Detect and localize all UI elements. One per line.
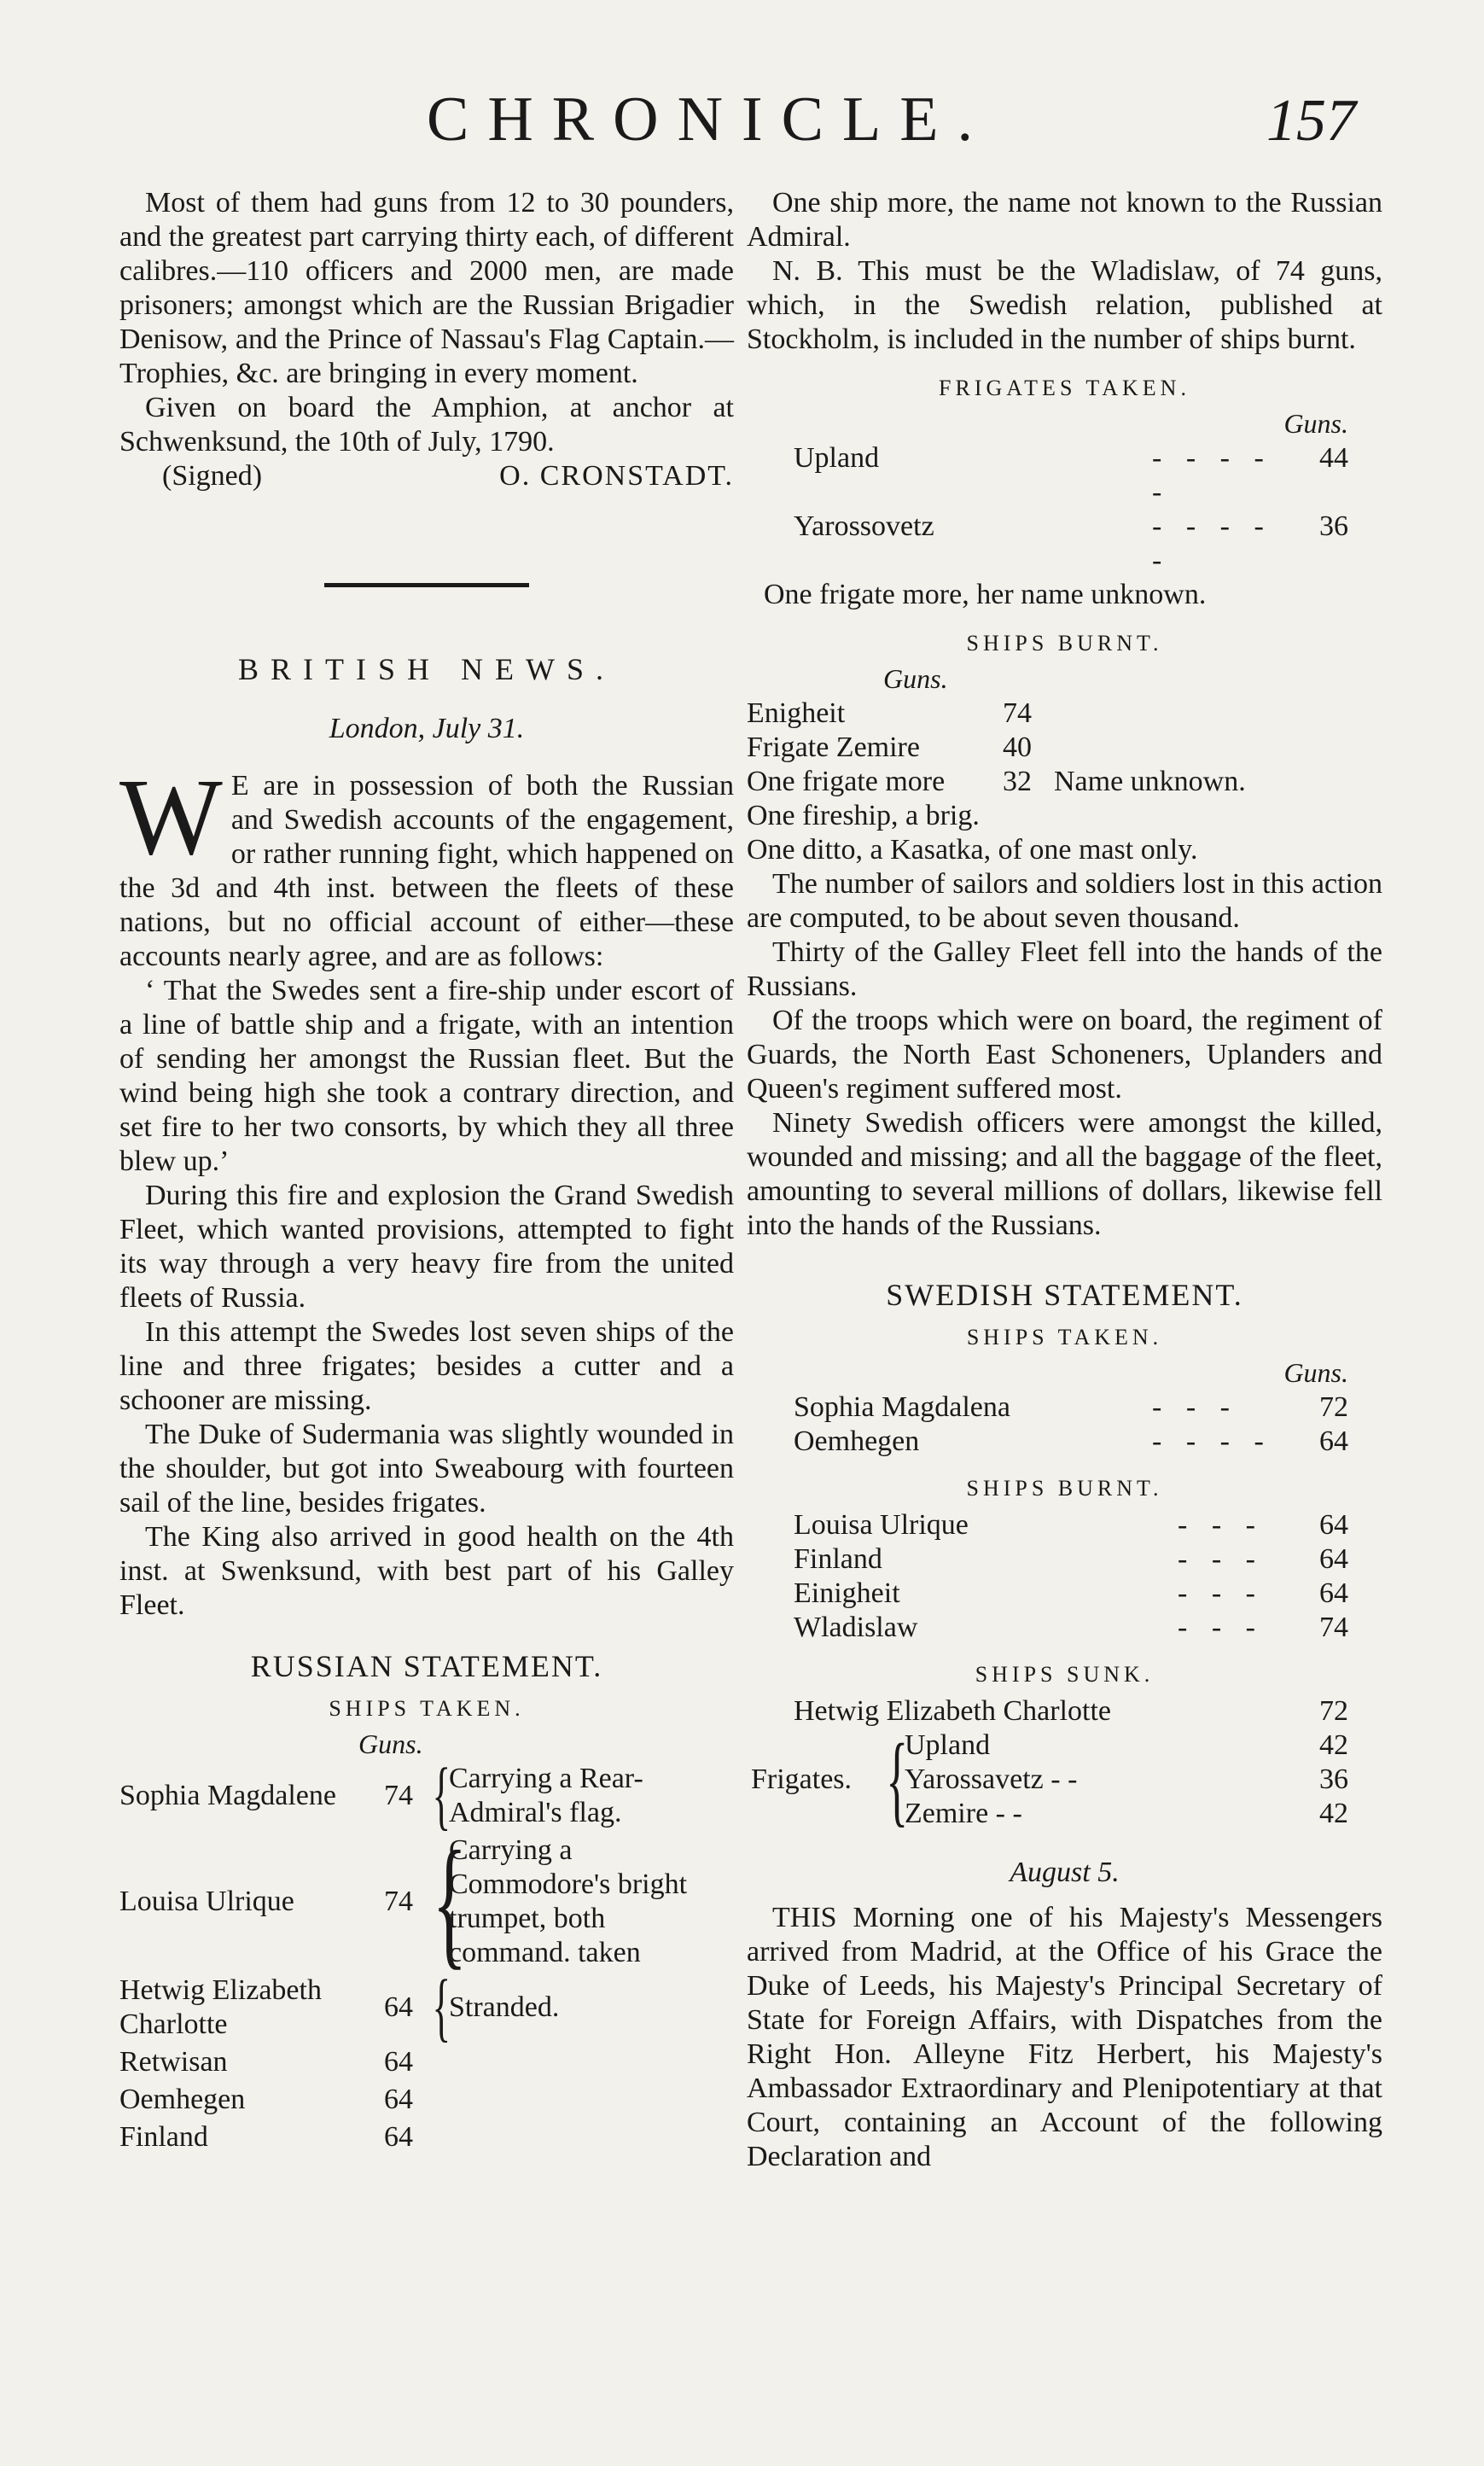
ship-name: Wladislaw <box>794 1612 918 1643</box>
ship-guns: 64 <box>384 2121 413 2153</box>
ship-guns: 64 <box>1319 1543 1348 1575</box>
paragraph: Most of them had guns from 12 to 30 pounders, and the greatest part carrying thirty each, of different calibres.—110 officers and 2000 men, are made prisoners; amongst which are the Russian Brigadier Denisow, and the Prince of Nassau's Flag Captain.—Trophies, &c. are bringing in every moment. <box>119 187 734 389</box>
paragraph: The number of sailors and soldiers lost in this action are computed, to be about seven thousand. <box>747 868 1382 934</box>
statement-heading: RUSSIAN STATEMENT. <box>250 1649 603 1683</box>
swedish-taken-list <box>747 1390 1382 1459</box>
list-item <box>747 765 1382 799</box>
ship-name: Hetwig Elizabeth Charlotte <box>794 1695 1111 1727</box>
guns-label: Guns. <box>1283 408 1348 439</box>
ship-guns: 64 <box>1319 1425 1348 1457</box>
ship-name: Finland <box>119 2121 208 2153</box>
subheading: FRIGATES TAKEN. <box>939 376 1190 400</box>
paragraph: N. B. This must be the Wladislaw, of 74 guns, which, in the Swedish relation, published at Stockholm, is included in the number of ships burnt. <box>747 255 1382 355</box>
ship-name: One frigate more <box>747 766 946 797</box>
ship-note: Carrying a Commodore's bright trumpet, both command. taken <box>449 1834 688 1968</box>
article-opening <box>119 756 734 974</box>
ship-guns: 74 <box>1319 1612 1348 1643</box>
paragraph: One fireship, a brig. <box>747 800 980 831</box>
subheading: SHIPS SUNK. <box>975 1662 1155 1687</box>
ship-guns: 72 <box>1319 1391 1348 1423</box>
list-item <box>905 1763 1348 1797</box>
ship-name: Oemhegen <box>119 2084 246 2115</box>
brace: { <box>886 1723 909 1836</box>
ship-guns: 36 <box>1319 510 1348 542</box>
ship-name: Zemire - - <box>905 1798 1022 1829</box>
list-item <box>747 1508 1382 1542</box>
ship-name: Finland <box>794 1543 882 1575</box>
russian-ships-table <box>119 1753 734 2154</box>
section-rule <box>324 583 529 587</box>
ship-name: Yarossavetz - - <box>905 1764 1078 1795</box>
ship-note: Carrying a Rear-Admiral's flag. <box>449 1763 643 1828</box>
leader-dots: - - - <box>1152 1391 1238 1423</box>
leader-dots: - - - <box>1178 1509 1264 1541</box>
paragraph: During this fire and explosion the Grand Swedish Fleet, which wanted provisions, attempted to fight its way through a very heavy fire from the united fleets of Russia. <box>119 1180 734 1314</box>
right-column <box>747 186 1382 2174</box>
leader-dots: - - - <box>1178 1612 1264 1643</box>
ship-name: Oemhegen <box>794 1425 920 1457</box>
list-item <box>747 510 1382 578</box>
paragraph: Ninety Swedish officers were amongst the killed, wounded and missing; and all the baggage of the fleet, amounting to several millions of dollars, likewise fell into the hands of the Russians. <box>747 1107 1382 1241</box>
brace: { <box>432 1822 468 1982</box>
guns-label: Guns. <box>1283 1357 1348 1388</box>
subheading: SHIPS TAKEN. <box>329 1696 525 1721</box>
guns-label: Guns. <box>883 663 948 694</box>
paragraph: Thirty of the Galley Fleet fell into the hands of the Russians. <box>747 936 1382 1002</box>
ship-name: Yarossovetz <box>794 510 934 542</box>
list-item <box>747 1611 1382 1645</box>
list-item <box>747 731 1382 765</box>
signatory: O. CRONSTADT. <box>499 460 734 492</box>
paragraph: Given on board the Amphion, at anchor at Schwenksund, the 10th of July, 1790. <box>119 392 734 458</box>
list-item <box>747 697 1382 731</box>
list-item <box>905 1797 1348 1831</box>
leader-dots: - - - - - <box>1152 442 1272 508</box>
table-row <box>119 1753 734 1838</box>
list-item <box>747 1425 1382 1459</box>
ship-name: Upland <box>905 1729 991 1761</box>
guns-label: Guns. <box>358 1729 423 1759</box>
subheading: SHIPS BURNT. <box>966 1476 1163 1501</box>
leader-dots: - - - <box>1178 1543 1264 1575</box>
table-row <box>119 1965 734 2049</box>
paragraph: The Duke of Sudermania was slightly wounded in the shoulder, but got into Sweabourg with fourteen sail of the line, besides frigates. <box>119 1419 734 1519</box>
frigates-taken-list <box>747 441 1382 578</box>
ship-name: Frigate Zemire <box>747 732 920 763</box>
drop-cap: W <box>119 756 223 877</box>
table-row <box>119 2045 734 2079</box>
page-header <box>0 73 1484 167</box>
ship-guns: 64 <box>384 2084 413 2115</box>
ship-guns: 32 <box>1003 766 1032 797</box>
ship-guns: 74 <box>384 1886 413 1917</box>
ship-guns: 64 <box>1319 1509 1348 1541</box>
paragraph: Of the troops which were on board, the regiment of Guards, the North East Schoneners, Uplanders and Queen's regiment suffered most. <box>747 1005 1382 1105</box>
paragraph: One frigate more, her name unknown. <box>764 579 1207 610</box>
ship-note: Name unknown. <box>1054 766 1246 797</box>
ship-guns: 72 <box>1319 1695 1348 1727</box>
table-row <box>119 2083 734 2117</box>
ship-guns: 36 <box>1319 1764 1348 1795</box>
paragraph: THIS Morning one of his Majesty's Messengers arrived from Madrid, at the Office of his Grace the Duke of Leeds, his Majesty's Principal Secretary of State for Foreign Affairs, with Dispatches from the Right Hon. Alleyne Fitz Herbert, his Majesty's Ambassador Extraordinary and Plenipotentiary at that Court, containing an Account of the following Declaration and <box>747 1902 1382 2172</box>
paragraph: In this attempt the Swedes lost seven ships of the line and three frigates; besides a cutter and a schooner are missing. <box>119 1316 734 1416</box>
frigates-label: Frigates. <box>751 1764 853 1795</box>
ship-name: Louisa Ulrique <box>794 1509 969 1541</box>
ship-guns: 42 <box>1319 1798 1348 1829</box>
list-item <box>905 1729 1348 1763</box>
leader-dots: - - - - - <box>1152 510 1272 576</box>
paragraph: The King also arrived in good health on the 4th inst. at Swenksund, with best part of his Galley Fleet. <box>119 1521 734 1621</box>
ship-name: Sophia Magdalene <box>119 1780 336 1811</box>
page-number: 157 <box>1266 88 1356 154</box>
ship-guns: 40 <box>1003 732 1032 763</box>
sunk-frigates-list <box>905 1729 1348 1831</box>
swedish-burnt-list <box>747 1508 1382 1645</box>
ship-note: Stranded. <box>449 1991 560 2023</box>
list-item <box>747 1542 1382 1577</box>
paragraph: ‘ That the Swedes sent a fire-ship under escort of a line of battle ship and a frigate, with an intention of sending her amongst the Russian fleet. But the wind being high she took a contrary direction, and set fire to her two consorts, by which they all three blew up.’ <box>119 975 734 1177</box>
ship-name: Hetwig Elizabeth Charlotte <box>119 1974 322 2040</box>
table-row <box>119 1822 734 1982</box>
ship-name: Sophia Magdalena <box>794 1391 1010 1423</box>
leader-dots: - - - - <box>1152 1425 1272 1457</box>
table-row <box>119 2120 734 2154</box>
ship-guns: 44 <box>1319 442 1348 474</box>
subheading: SHIPS TAKEN. <box>966 1325 1163 1350</box>
dateline: August 5. <box>1010 1857 1120 1888</box>
ship-guns: 42 <box>1319 1729 1348 1761</box>
list-item <box>747 1694 1382 1729</box>
list-item <box>747 1390 1382 1425</box>
ship-guns: 74 <box>384 1780 413 1811</box>
signature-line <box>119 459 734 493</box>
ship-note <box>1054 731 1382 765</box>
sunk-frigates-group <box>747 1723 1382 1836</box>
ship-guns: 74 <box>1003 697 1032 729</box>
running-head: CHRONICLE. <box>427 85 992 154</box>
ship-name: Louisa Ulrique <box>119 1886 294 1917</box>
dateline: London, July 31. <box>329 713 525 744</box>
ship-guns: 64 <box>384 2046 413 2078</box>
paragraph: One ship more, the name not known to the Russian Admiral. <box>747 187 1382 253</box>
subheading: SHIPS BURNT. <box>966 631 1163 656</box>
ship-note <box>1054 697 1382 731</box>
signed-label: (Signed) <box>162 460 263 492</box>
section-heading: BRITISH NEWS. <box>238 652 615 686</box>
paragraph: One ditto, a Kasatka, of one mast only. <box>747 834 1198 866</box>
leader-dots: - - - <box>1178 1577 1264 1609</box>
left-column <box>119 186 734 2158</box>
brace: { <box>432 1753 451 1838</box>
list-item <box>747 1577 1382 1611</box>
ship-guns: 64 <box>384 1991 413 2023</box>
ships-burnt-list <box>747 697 1382 799</box>
ship-name: Upland <box>794 442 880 474</box>
paragraph: E are in possession of both the Russian and Swedish accounts of the engagement, or rather running fight, which happened on the 3d and 4th inst. between the fleets of these nations, but no official account of either—these accounts nearly agree, and are as follows: <box>119 770 734 972</box>
list-item <box>747 441 1382 510</box>
ship-name: Retwisan <box>119 2046 228 2078</box>
ship-name: Enigheit <box>747 697 846 729</box>
ship-guns: 64 <box>1319 1577 1348 1609</box>
statement-heading: SWEDISH STATEMENT. <box>886 1278 1243 1312</box>
ship-name: Einigheit <box>794 1577 900 1609</box>
brace: { <box>432 1965 451 2049</box>
